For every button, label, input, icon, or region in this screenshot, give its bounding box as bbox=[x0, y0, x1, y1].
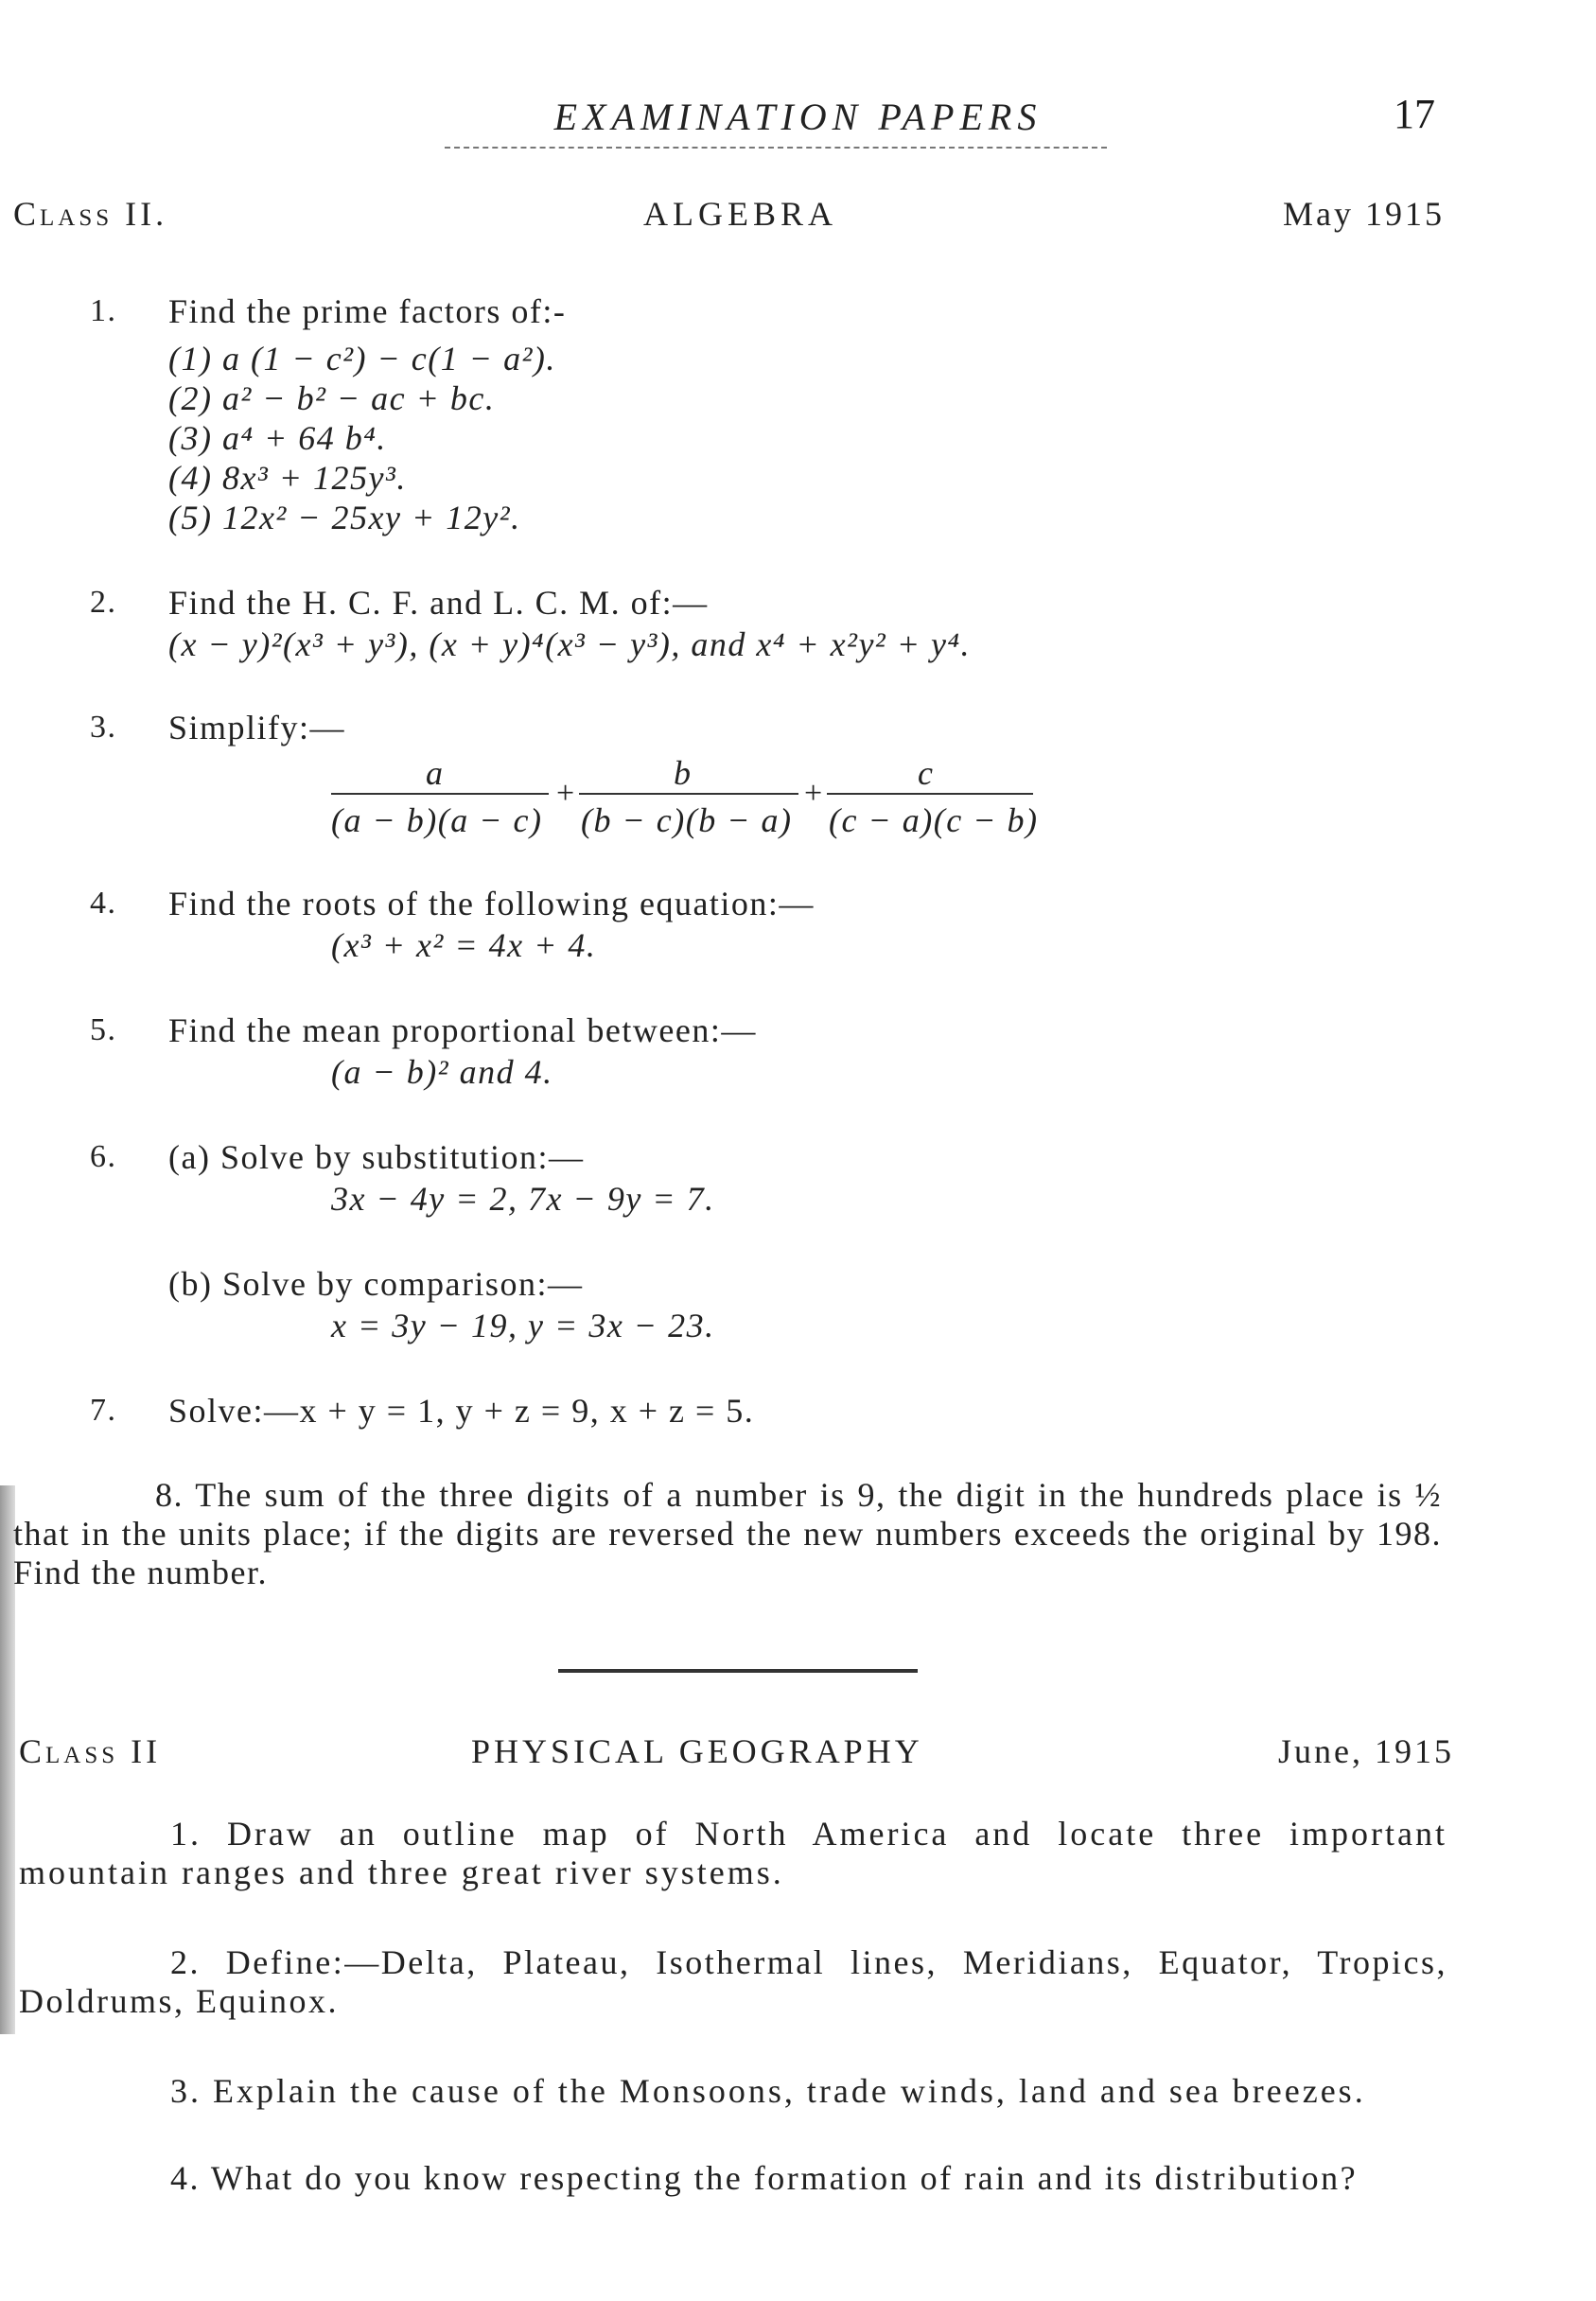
q3-number: 3. bbox=[90, 710, 117, 745]
q5-number: 5. bbox=[90, 1012, 117, 1047]
q1-item-3: (3) a⁴ + 64 b⁴. bbox=[168, 419, 387, 457]
q7-text: Solve:—x + y = 1, y + z = 9, x + z = 5. bbox=[168, 1392, 755, 1430]
q6b-text: (b) Solve by comparison:— bbox=[168, 1265, 584, 1303]
q1-item-2: (2) a² − b² − ac + bc. bbox=[168, 379, 496, 417]
header-rule bbox=[445, 147, 1107, 149]
q1-number: 1. bbox=[90, 293, 117, 328]
algebra-class-label: Class II. bbox=[13, 195, 168, 233]
q6a-expression: 3x − 4y = 2, 7x − 9y = 7. bbox=[331, 1180, 715, 1218]
q6b-expression: x = 3y − 19, y = 3x − 23. bbox=[331, 1307, 715, 1344]
q4-expression: (x³ + x² = 4x + 4. bbox=[331, 926, 597, 964]
q3-denominator-b: (b − c)(b − a) bbox=[581, 801, 793, 839]
q4-number: 4. bbox=[90, 886, 117, 921]
q2-text: Find the H. C. F. and L. C. M. of:— bbox=[168, 584, 709, 622]
geo-q3-paragraph: 3. Explain the cause of the Monsoons, trade winds, land and sea breezes. bbox=[170, 2072, 1366, 2110]
q3-fraction-bar-2 bbox=[579, 793, 798, 795]
geo-q1-paragraph: 1. Draw an outline map of North America and locate three important mountain ranges and three great river systems. bbox=[19, 1815, 1447, 1891]
q4-text: Find the roots of the following equation:— bbox=[168, 885, 815, 922]
q1-item-5: (5) 12x² − 25xy + 12y². bbox=[168, 499, 521, 536]
q1-item-4: (4) 8x³ + 125y³. bbox=[168, 459, 407, 497]
q6a-text: (a) Solve by substitution:— bbox=[168, 1138, 585, 1176]
q3-text: Simplify:— bbox=[168, 709, 346, 747]
algebra-date: May 1915 bbox=[1283, 195, 1445, 233]
q3-numerator-b: b bbox=[674, 754, 693, 792]
q3-denominator-c: (c − a)(c − b) bbox=[829, 801, 1039, 839]
page-number: 17 bbox=[1394, 91, 1435, 137]
q3-fraction-bar-3 bbox=[827, 793, 1033, 795]
q3-denominator-a: (a − b)(a − c) bbox=[331, 801, 543, 839]
q1-text: Find the prime factors of:- bbox=[168, 292, 567, 330]
geography-subject: PHYSICAL GEOGRAPHY bbox=[471, 1732, 923, 1770]
q3-fraction-bar-1 bbox=[331, 793, 549, 795]
q5-text: Find the mean proportional between:— bbox=[168, 1011, 757, 1049]
q1-item-1: (1) a (1 − c²) − c(1 − a²). bbox=[168, 340, 556, 378]
q3-plus-1: + bbox=[556, 776, 576, 811]
geo-q2-paragraph: 2. Define:—Delta, Plateau, Isothermal lines, Meridians, Equator, Tropics, Doldrums, Equinox. bbox=[19, 1943, 1447, 2020]
geography-date: June, 1915 bbox=[1278, 1732, 1454, 1770]
running-title: EXAMINATION PAPERS bbox=[553, 96, 1043, 138]
q3-plus-2: + bbox=[804, 776, 824, 811]
q6-number: 6. bbox=[90, 1139, 117, 1174]
q8-paragraph: 8. The sum of the three digits of a number is 9, the digit in the hundreds place is ½ that in the units place; if the digits are reversed the new numbers exceeds the original by 198. Find the number. bbox=[13, 1476, 1442, 1591]
q2-expression: (x − y)²(x³ + y³), (x + y)⁴(x³ − y³), and x⁴ + x²y² + y⁴. bbox=[168, 625, 972, 663]
algebra-subject: ALGEBRA bbox=[643, 195, 837, 233]
q7-number: 7. bbox=[90, 1393, 117, 1428]
q3-numerator-c: c bbox=[918, 754, 935, 792]
section-divider bbox=[558, 1669, 918, 1673]
geography-class-label: Class II bbox=[19, 1732, 162, 1770]
q2-number: 2. bbox=[90, 585, 117, 620]
q5-expression: (a − b)² and 4. bbox=[331, 1053, 553, 1091]
geo-q4-paragraph: 4. What do you know respecting the formation of rain and its distribution? bbox=[170, 2159, 1359, 2197]
q3-numerator-a: a bbox=[426, 754, 445, 792]
